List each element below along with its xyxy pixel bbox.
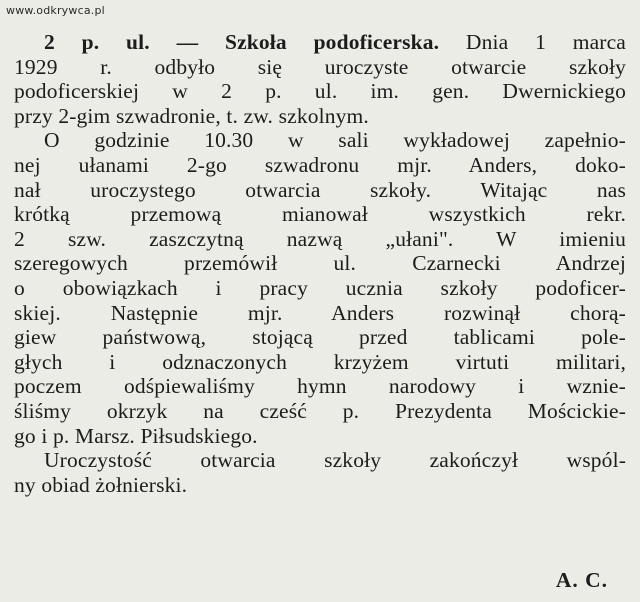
- article-line-16: śliśmy okrzyk na cześć p. Prezydenta Mościckie-: [14, 398, 626, 423]
- article-line-14: głych i odznaczonych krzyżem virtuti militari,: [14, 349, 626, 374]
- article-signature: A. C.: [555, 568, 608, 592]
- article-line-15: poczem odśpiewaliśmy hymn narodowy i wznie-: [14, 374, 626, 399]
- article-line-9: 2 szw. zaszczytną nazwą „ułani". W imieniu: [14, 226, 626, 251]
- article-line-2: 1929 r. odbyło się uroczyste otwarcie szkoły: [14, 54, 626, 79]
- article-body: [14, 30, 626, 497]
- article-line-19: ny obiad żołnierski.: [14, 472, 188, 497]
- article-line-8: krótką przemową mianował wszystkich rekr.: [14, 202, 626, 227]
- article-line-text: Dnia 1 marca: [439, 30, 626, 54]
- article-line-7: nał uroczystego otwarcia szkoły. Witając nas: [14, 177, 626, 202]
- article-line-4: przy 2-gim szwadronie, t. zw. szkolnym.: [14, 103, 369, 128]
- article-line-1: [14, 30, 626, 55]
- article-line-10: szeregowych przemówił ul. Czarnecki Andrzej: [14, 251, 626, 276]
- article-line-3: podoficerskiej w 2 p. ul. im. gen. Dwernickiego: [14, 79, 626, 104]
- watermark-text: www.odkrywca.pl: [6, 4, 105, 17]
- article-heading: 2 p. ul. — Szkoła podoficerska.: [44, 30, 440, 54]
- article-line-6: nej ułanami 2-go szwadronu mjr. Anders, doko-: [14, 152, 626, 177]
- article-line-13: giew państwową, stojącą przed tablicami pole-: [14, 325, 626, 350]
- article-line-11: o obowiązkach i pracy ucznia szkoły podoficer-: [14, 275, 626, 300]
- article-line-12: skiej. Następnie mjr. Anders rozwinął chorą-: [14, 300, 626, 325]
- article-line-17: go i p. Marsz. Piłsudskiego.: [14, 423, 258, 448]
- article-line-18: Uroczystość otwarcia szkoły zakończył wspól-: [44, 448, 626, 473]
- article-line-5: O godzinie 10.30 w sali wykładowej zapełnio-: [44, 128, 626, 153]
